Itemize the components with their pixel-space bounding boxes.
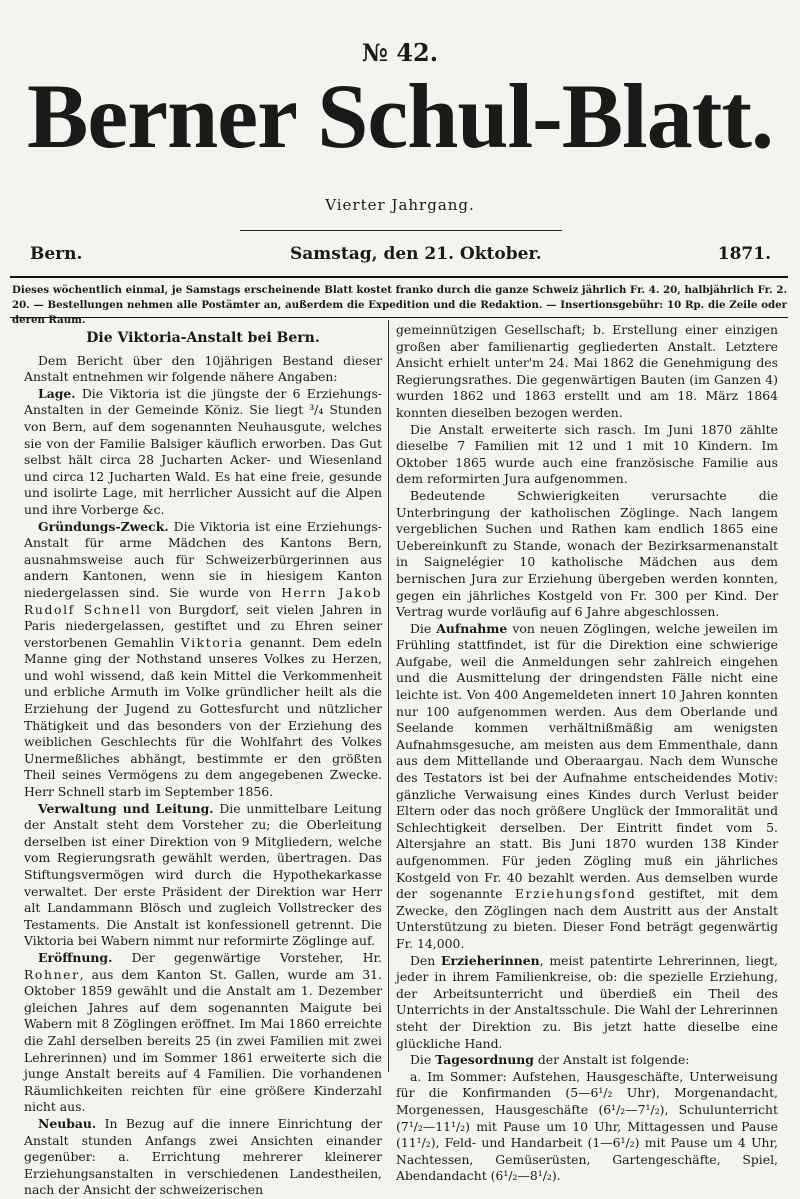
paragraph: a. Im Sommer: Aufstehen, Hausgeschäfte, Unterweisung für die Konfirmanden (5—6¹/₂ Uhr), Morgenandacht, Morgenessen, Hausgeschäfte (6¹/₂—7¹/₂), Schulunterricht (7¹/₂—11¹/₂) mit Pause um 10 Uhr, Mittagessen und Pause (11¹/₂), Feld- und Handarbeit (1—6¹/₂) mit Pause um 4 Uhr, Nachtessen, Gemüserüsten, Gartengeschäfte, Spiel, Abendandacht (6¹/₂—8¹/₂). xyxy=(396,1068,778,1184)
section-heading: Verwaltung und Leitung. xyxy=(38,800,214,816)
section-text: von neuen Zöglingen, welche jeweilen im Frühling stattfindet, ist für die Direktion eine schwierige Aufgabe, weil die Anmeldungen sehr zahlreich eingehen und die Ausmittelung der dringendsten Fälle nicht eine leichte ist. Von 400 Angemeldeten innert 10 Jahren konnten nur 100 aufgenommen werden. Aus dem Oberlande und Seelande kommen verhältnißmäßig am wenigsten Aufnahmsgesuche, am meisten aus dem Emmenthale, dann aus dem Mittellande und Oberaargau. Nach dem Wunsche des Testators ist bei der Aufnahme entscheidendes Motiv: gänzliche Verwaisung eines Kindes durch Verlust beider Eltern oder das noch größere Unglück der Immoralität und Schlechtigkeit derselben. Der Eintritt findet vom 5. Altersjahre an statt. Bis Juni 1870 wurden 138 Kinder aufgenommen. Für jeden Zögling muß ein jährliches Kostgeld von Fr. 40 bezahlt werden. Aus demselben wurde der sogenannte xyxy=(396,620,778,902)
section-heading: Neubau. xyxy=(38,1115,97,1131)
divider xyxy=(240,230,562,231)
paragraph xyxy=(396,621,778,953)
paragraph xyxy=(396,1052,778,1069)
paragraph xyxy=(24,386,382,519)
paragraph xyxy=(24,1116,382,1199)
paragraph xyxy=(24,519,382,801)
section-heading: Gründungs-Zweck. xyxy=(38,518,169,534)
section-text: Den xyxy=(410,952,436,968)
section-text: Die Viktoria ist die jüngste der 6 Erziehungs-Anstalten in der Gemeinde Köniz. Sie liegt ³/₄ Stunden von Bern, auf dem sogenannten Neuhausgute, welches sie von der Familie Balsiger käuflich erworben. Das Gut selbst hält circa 28 Jucharten Acker- und Wiesenland und circa 12 Jucharten Wald. Es hat eine freie, gesunde und isolirte Lage, mit herrlicher Aussicht auf die Alpen und ihre Vorberge &c. xyxy=(24,385,382,517)
paragraph: Bedeutende Schwierigkeiten verursachte die Unterbringung der katholischen Zöglinge. Nach langem vergeblichen Suchen und Rathen kam endlich 1865 eine Uebereinkunft zu Stande, wonach der Bezirksarmenanstalt in Saignelégier 10 katholische Mädchen aus dem bernischen Jura zur Erziehung übergeben werden konnten, gegen ein jährliches Kostgeld von Fr. 300 per Kind. Der Vertrag wurde vorläufig auf 6 Jahre abgeschlossen. xyxy=(396,487,778,620)
section-text: Der gegenwärtige Vorsteher, Hr. xyxy=(131,949,382,965)
year-number: 1871. xyxy=(717,244,771,264)
paragraph xyxy=(24,801,382,950)
subscription-notice: Dieses wöchentlich einmal, je Samstags erscheinende Blatt kostet franko durch die ganze Schweiz jährlich Fr. 4. 20, halbjährlich Fr. 2. 20. — Bestellungen nehmen alle Postämter an, außerdem die Expedition und die Redaktion. — Insertionsgebühr: 10 Rp. die Zeile oder deren Raum. xyxy=(12,284,787,326)
column-divider xyxy=(388,320,389,1072)
section-heading: Erzieherinnen xyxy=(441,952,540,968)
masthead-title: Berner Schul-Blatt. xyxy=(27,65,773,167)
paragraph: Die Anstalt erweiterte sich rasch. Im Juni 1870 zählte dieselbe 7 Familien mit 12 und 1 mit 10 Kindern. Im Oktober 1865 wurde auch eine französische Familie aus dem reformirten Jura aufgenommen. xyxy=(396,421,778,487)
article-title: Die Viktoria-Anstalt bei Bern. xyxy=(86,330,320,346)
section-heading: Eröffnung. xyxy=(38,949,113,965)
section-text: Die Viktoria ist eine Erziehungs-Anstalt für arme Mädchen des Kantons Bern, ausnahmsweise auch für Schweizerbürgerinnen aus andern Kantonen, wenn sie in hiesigem Kanton niedergelassen sind. Sie wurde von xyxy=(24,518,382,600)
fund-name: Erziehungsfond xyxy=(514,886,637,902)
person-name: Herrn Jakob Rudolf Schnell xyxy=(24,584,382,617)
paragraph xyxy=(396,953,778,1053)
paragraph: Dem Bericht über den 10jährigen Bestand dieser Anstalt entnehmen wir folgende nähere Angaben: xyxy=(24,352,382,385)
section-text: Die unmittelbare Leitung der Anstalt steht dem Vorsteher zu; die Oberleitung derselben ist einer Direktion von 9 Mitgliedern, welche vom Regierungsrath gewählt werden, übertragen. Das Stiftungsvermögen wird durch die Hypothekarkasse verwaltet. Der erste Präsident der Direktion war Herr alt Landammann Blösch und zugleich Vollstrecker des Testaments. Die Anstalt ist konfessionell getrennt. Die Viktoria bei Wabern nimmt nur reformirte Zöglinge auf. xyxy=(24,800,382,949)
section-text: gestiftet, mit dem Zwecke, den Zöglingen nach dem Austritt aus der Anstalt Unterstützung zu bieten. Dieser Fond beträgt gegenwärtig Fr. 14,000. xyxy=(396,886,778,951)
issue-number: № 42. xyxy=(361,38,439,67)
divider xyxy=(10,276,788,278)
volume-year: Vierter Jahrgang. xyxy=(325,196,475,214)
left-column xyxy=(24,322,382,1199)
right-column xyxy=(396,322,778,1185)
section-text: In Bezug auf die innere Einrichtung der Anstalt stunden Anfangs zwei Ansichten einander gegenüber: a. Errichtung mehrerer kleinerer Erziehungsanstalten in verschiedenen Landestheilen, nach der Ansicht der schweizerischen xyxy=(24,1115,382,1198)
section-text: , aus dem Kanton St. Gallen, wurde am 31. Oktober 1859 gewählt und die Anstalt am 1. Dezember gleichen Jahres auf dem sogenannten Maigute bei Wabern mit 8 Zöglingen eröffnet. Im Mai 1860 erreichte die Zahl derselben bereits 25 (in zwei Familien mit zwei Lehrerinnen) und im Sommer 1861 erweiterte sich die junge Anstalt bereits auf 4 Familien. Die vorhandenen Räumlichkeiten reichten für eine größere Kinderzahl nicht aus. xyxy=(24,966,382,1115)
section-heading: Tagesordnung xyxy=(435,1052,534,1068)
section-text: der Anstalt ist folgende: xyxy=(537,1052,690,1068)
paragraph: gemeinnützigen Gesellschaft; b. Erstellung einer einzigen großen aber familienartig gegliederten Anstalt. Letztere Ansicht erhielt unter'm 24. Mai 1862 die Genehmigung des Regierungsrathes. Die gegenwärtigen Bauten (im Ganzen 4) wurden 1862 und 1863 erstellt und am 18. März 1864 konnten dieselben bezogen werden. xyxy=(396,322,778,420)
person-name: Viktoria xyxy=(180,634,244,650)
place: Bern. xyxy=(30,244,83,264)
section-text: genannt. Dem edeln Manne ging der Nothstand unseres Volkes zu Herzen, und wohl wissend, daß kein Mittel die Verkommenheit und erbliche Armuth im Volke gründlicher heilt als die Erziehung der Jugend zu Gottesfurcht und nützlicher Thätigkeit und das besonders von der Erziehung des weiblichen Geschlechts für die Wohlfahrt des Volkes Unermeßliches abhängt, bestimmte er den größten Theil seines Vermögens zu dem angegebenen Zwecke. Herr Schnell starb im September 1856. xyxy=(24,634,382,800)
divider xyxy=(10,317,788,318)
section-heading: Lage. xyxy=(38,385,76,401)
section-text: Die xyxy=(410,1052,432,1068)
section-text: , meist patentirte Lehrerinnen, liegt, jeder in ihrem Familienkreise, ob: die spezielle Erziehung, der Arbeitsunterricht und überdieß ein Theil des Unterrichts in der Anstaltsschule. Die Wahl der Lehrerinnen steht der Direktion zu. Bis jetzt hatte dieselbe eine glückliche Hand. xyxy=(396,952,778,1051)
section-text: von Burgdorf, seit vielen Jahren in Paris niedergelassen, gestiftet und zu Ehren seiner verstorbenen Gemahlin xyxy=(24,601,382,650)
person-name: Rohner xyxy=(24,966,80,982)
dateline xyxy=(28,244,773,270)
section-heading: Aufnahme xyxy=(436,620,508,636)
date: Samstag, den 21. Oktober. xyxy=(290,244,542,264)
paragraph xyxy=(24,950,382,1116)
section-text: Die xyxy=(410,620,432,636)
